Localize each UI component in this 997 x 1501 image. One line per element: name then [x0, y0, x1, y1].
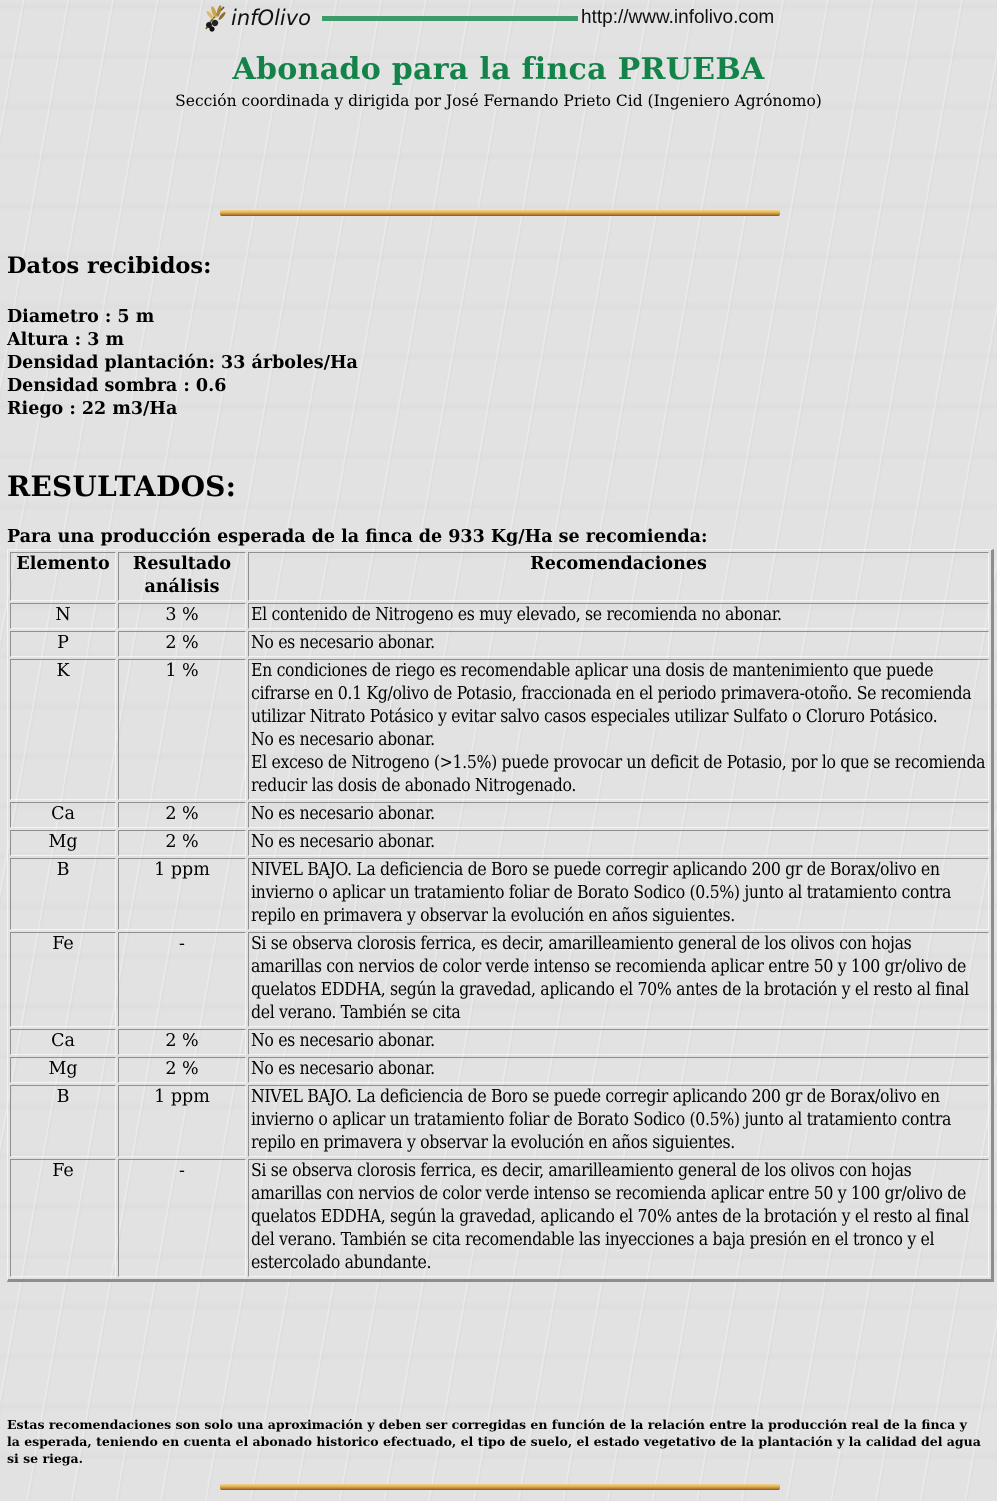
datos-item-altura: Altura : 3 m	[7, 330, 125, 350]
datos-item-riego: Riego : 22 m3/Ha	[7, 399, 178, 419]
cell-elemento: B	[10, 1085, 116, 1157]
table-row	[10, 1029, 989, 1055]
cell-resultado: 2 %	[118, 830, 246, 856]
site-header	[200, 2, 810, 34]
table-row	[10, 802, 989, 828]
footer-disclaimer: Estas recomendaciones son solo una aproximación y deben ser corregidas en función de la relación entre la producción real de la finca y la esperada, teniendo en cuenta el abonado historico efectuado, el tipo de suelo, el estado vegetativo de la plantación y la calidad del agua si se riega.	[7, 1417, 981, 1466]
cell-elemento: Fe	[10, 932, 116, 1027]
cell-recomendaciones	[248, 802, 989, 828]
cell-resultado: 2 %	[118, 802, 246, 828]
table-header-row	[10, 552, 989, 601]
cell-recomendaciones	[248, 1029, 989, 1055]
cell-elemento: N	[10, 603, 116, 629]
cell-resultado: 2 %	[118, 1029, 246, 1055]
table-row	[10, 631, 989, 657]
results-table-body	[10, 603, 989, 1277]
recomendaciones-text	[251, 1030, 986, 1053]
recomendacion-paragraph: El exceso de Nitrogeno (>1.5%) puede provocar un deficit de Potasio, por lo que se recomienda reducir las dosis de abonado Nitrogenado.	[251, 753, 986, 796]
page-title: Abonado para la finca PRUEBA	[232, 52, 765, 87]
recomendacion-paragraph: No es necesario abonar.	[251, 1031, 435, 1051]
recomendacion-paragraph: Si se observa clorosis ferrica, es decir, amarilleamiento general de los olivos con hojas amarillas con nervios de color verde intenso se recomienda aplicar entre 50 y 100 gr/olivo de quelatos EDDHA, según la gravedad, aplicando el 70% antes de la brotación y el resto al final del verano. También se cita recomendable las inyecciones a baja presión en el tronco y el estercolado abundante.	[251, 1161, 969, 1273]
datos-list	[7, 306, 358, 421]
table-row	[10, 932, 989, 1027]
recomendacion-paragraph: No es necesario abonar.	[251, 633, 435, 653]
table-row	[10, 830, 989, 856]
recomendacion-paragraph: No es necesario abonar.	[251, 804, 435, 824]
top-divider	[220, 210, 780, 216]
cell-elemento: B	[10, 858, 116, 930]
recomendaciones-text	[251, 859, 986, 928]
cell-recomendaciones	[248, 631, 989, 657]
recomendacion-paragraph: NIVEL BAJO. La deficiencia de Boro se puede corregir aplicando 200 gr de Borax/olivo en invierno o aplicar un tratamiento foliar de Borato Sodico (0.5%) junto al tratamiento contra repilo en primavera y observar la evolución en años siguientes.	[251, 860, 952, 926]
cell-elemento: P	[10, 631, 116, 657]
bottom-divider	[220, 1484, 780, 1490]
datos-item-diametro: Diametro : 5 m	[7, 307, 155, 327]
recomendacion-paragraph: No es necesario abonar.	[251, 730, 435, 750]
resultados-heading: RESULTADOS:	[7, 470, 237, 503]
recomendacion-paragraph: El contenido de Nitrogeno es muy elevado, se recomienda no abonar.	[251, 605, 782, 625]
recomendacion-paragraph: No es necesario abonar.	[251, 1059, 435, 1079]
recomendaciones-text	[251, 831, 986, 854]
page-subtitle: Sección coordinada y dirigida por José Fernando Prieto Cid (Ingeniero Agrónomo)	[175, 92, 822, 110]
cell-recomendaciones	[248, 830, 989, 856]
cell-elemento: Mg	[10, 830, 116, 856]
recomendacion-paragraph: En condiciones de riego es recomendable aplicar una dosis de mantenimiento que puede cifrarse en 0.1 Kg/olivo de Potasio, fraccionada en el periodo primavera-otoño. Se recomienda utilizar Nitrato Potásico y evitar salvo casos especiales utilizar Sulfato o Cloruro Potásico.	[251, 661, 972, 727]
table-row	[10, 1085, 989, 1157]
cell-recomendaciones	[248, 603, 989, 629]
recomendaciones-text	[251, 803, 986, 826]
recomendacion-paragraph: Si se observa clorosis ferrica, es decir, amarilleamiento general de los olivos con hojas amarillas con nervios de color verde intenso se recomienda aplicar entre 50 y 100 gr/olivo de quelatos EDDHA, según la gravedad, aplicando el 70% antes de la brotación y el resto al final del verano. También se cita	[251, 934, 969, 1023]
cell-resultado: 3 %	[118, 603, 246, 629]
cell-recomendaciones	[248, 659, 989, 800]
recomendaciones-text	[251, 1086, 986, 1155]
cell-resultado: 1 %	[118, 659, 246, 800]
recomendaciones-text	[251, 933, 986, 1025]
site-url-link[interactable]: http://www.infolivo.com	[581, 7, 775, 28]
recomendaciones-text	[251, 632, 986, 655]
cell-resultado: 2 %	[118, 631, 246, 657]
recomendaciones-text	[251, 1058, 986, 1081]
recomendaciones-text	[251, 1160, 986, 1275]
results-table-container	[7, 549, 994, 1282]
column-header-resultado-text: Resultado análisis	[132, 554, 232, 597]
cell-elemento: Mg	[10, 1057, 116, 1083]
cell-elemento: K	[10, 659, 116, 800]
cell-recomendaciones	[248, 1057, 989, 1083]
column-header-resultado	[118, 552, 246, 601]
cell-elemento: Ca	[10, 1029, 116, 1055]
table-row	[10, 1159, 989, 1277]
table-row	[10, 1057, 989, 1083]
column-header-elemento: Elemento	[10, 552, 116, 601]
site-logo[interactable]	[200, 2, 311, 34]
cell-elemento: Fe	[10, 1159, 116, 1277]
cell-resultado: -	[118, 1159, 246, 1277]
cell-resultado: 1 ppm	[118, 1085, 246, 1157]
column-header-recomendaciones: Recomendaciones	[248, 552, 989, 601]
recomendacion-paragraph: No es necesario abonar.	[251, 832, 435, 852]
cell-elemento: Ca	[10, 802, 116, 828]
table-row	[10, 858, 989, 930]
cell-resultado: -	[118, 932, 246, 1027]
results-table	[7, 549, 994, 1282]
header-divider	[322, 16, 578, 21]
datos-item-densidad-sombra: Densidad sombra : 0.6	[7, 376, 227, 396]
cell-recomendaciones	[248, 1159, 989, 1277]
cell-recomendaciones	[248, 932, 989, 1027]
datos-item-densidad-plantacion: Densidad plantación: 33 árboles/Ha	[7, 353, 358, 373]
datos-heading: Datos recibidos:	[7, 253, 212, 279]
recomendacion-paragraph: NIVEL BAJO. La deficiencia de Boro se puede corregir aplicando 200 gr de Borax/olivo en invierno o aplicar un tratamiento foliar de Borato Sodico (0.5%) junto al tratamiento contra repilo en primavera y observar la evolución en años siguientes.	[251, 1087, 952, 1153]
cell-resultado: 1 ppm	[118, 858, 246, 930]
olive-branch-icon	[200, 3, 230, 33]
recomendaciones-text	[251, 660, 986, 798]
table-row	[10, 659, 989, 800]
logo-text: infOlivo	[231, 6, 312, 30]
cell-recomendaciones	[248, 858, 989, 930]
table-row	[10, 603, 989, 629]
recomendaciones-text	[251, 604, 986, 627]
cell-resultado: 2 %	[118, 1057, 246, 1083]
resultados-intro: Para una producción esperada de la finca de 933 Kg/Ha se recomienda:	[7, 527, 708, 547]
cell-recomendaciones	[248, 1085, 989, 1157]
